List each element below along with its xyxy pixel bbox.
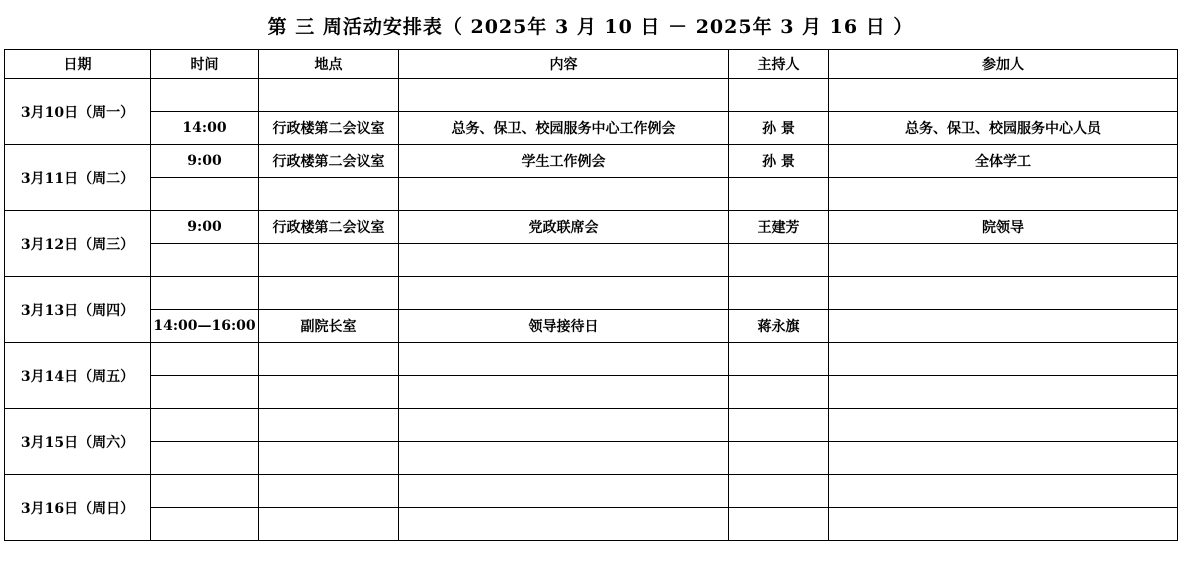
column-header-content: 内容 xyxy=(399,50,729,79)
participants-cell xyxy=(829,79,1178,112)
table-row xyxy=(5,508,1178,541)
participants-cell: 全体学工 xyxy=(829,145,1178,178)
date-cell: 3月10日（周一） xyxy=(5,79,151,145)
participants-cell xyxy=(829,508,1178,541)
table-row xyxy=(5,112,1178,145)
place-cell xyxy=(259,343,399,376)
table-body xyxy=(5,79,1178,541)
table-row xyxy=(5,244,1178,277)
date-cell: 3月16日（周日） xyxy=(5,475,151,541)
content-cell: 学生工作例会 xyxy=(399,145,729,178)
table-header xyxy=(5,50,1178,79)
time-cell xyxy=(151,376,259,409)
host-cell xyxy=(729,277,829,310)
time-cell xyxy=(151,277,259,310)
table-row xyxy=(5,277,1178,310)
participants-cell: 总务、保卫、校园服务中心人员 xyxy=(829,112,1178,145)
place-cell xyxy=(259,442,399,475)
host-cell xyxy=(729,343,829,376)
column-header-host: 主持人 xyxy=(729,50,829,79)
place-cell xyxy=(259,409,399,442)
content-cell xyxy=(399,343,729,376)
time-cell xyxy=(151,409,259,442)
place-cell xyxy=(259,376,399,409)
table-row xyxy=(5,211,1178,244)
date-cell: 3月12日（周三） xyxy=(5,211,151,277)
table-row xyxy=(5,409,1178,442)
time-cell xyxy=(151,79,259,112)
participants-cell xyxy=(829,376,1178,409)
host-cell xyxy=(729,442,829,475)
content-cell xyxy=(399,244,729,277)
time-cell xyxy=(151,508,259,541)
place-cell xyxy=(259,178,399,211)
column-header-participants: 参加人 xyxy=(829,50,1178,79)
place-cell: 行政楼第二会议室 xyxy=(259,112,399,145)
place-cell xyxy=(259,277,399,310)
table-row xyxy=(5,475,1178,508)
date-cell: 3月15日（周六） xyxy=(5,409,151,475)
host-cell xyxy=(729,79,829,112)
participants-cell xyxy=(829,310,1178,343)
host-cell xyxy=(729,508,829,541)
place-cell: 行政楼第二会议室 xyxy=(259,211,399,244)
time-cell: 9:00 xyxy=(151,145,259,178)
table-row xyxy=(5,145,1178,178)
content-cell: 总务、保卫、校园服务中心工作例会 xyxy=(399,112,729,145)
time-cell: 14:00 xyxy=(151,112,259,145)
participants-cell xyxy=(829,442,1178,475)
place-cell xyxy=(259,244,399,277)
content-cell xyxy=(399,442,729,475)
host-cell xyxy=(729,376,829,409)
column-header-time: 时间 xyxy=(151,50,259,79)
time-cell xyxy=(151,475,259,508)
participants-cell xyxy=(829,244,1178,277)
host-cell xyxy=(729,178,829,211)
table-row xyxy=(5,376,1178,409)
participants-cell xyxy=(829,475,1178,508)
place-cell: 副院长室 xyxy=(259,310,399,343)
participants-cell xyxy=(829,343,1178,376)
content-cell: 领导接待日 xyxy=(399,310,729,343)
host-cell: 孙 景 xyxy=(729,145,829,178)
time-cell: 14:00—16:00 xyxy=(151,310,259,343)
column-header-date: 日期 xyxy=(5,50,151,79)
column-header-place: 地点 xyxy=(259,50,399,79)
table-row xyxy=(5,79,1178,112)
place-cell xyxy=(259,508,399,541)
table-row xyxy=(5,343,1178,376)
participants-cell xyxy=(829,409,1178,442)
place-cell: 行政楼第二会议室 xyxy=(259,145,399,178)
schedule-table xyxy=(4,49,1178,541)
content-cell xyxy=(399,508,729,541)
content-cell xyxy=(399,178,729,211)
participants-cell: 院领导 xyxy=(829,211,1178,244)
table-row xyxy=(5,442,1178,475)
host-cell: 蒋永旗 xyxy=(729,310,829,343)
time-cell: 9:00 xyxy=(151,211,259,244)
time-cell xyxy=(151,343,259,376)
place-cell xyxy=(259,79,399,112)
date-cell: 3月14日（周五） xyxy=(5,343,151,409)
content-cell xyxy=(399,376,729,409)
content-cell xyxy=(399,79,729,112)
table-row xyxy=(5,310,1178,343)
place-cell xyxy=(259,475,399,508)
header-row xyxy=(5,50,1178,79)
host-cell xyxy=(729,244,829,277)
host-cell xyxy=(729,409,829,442)
host-cell: 王建芳 xyxy=(729,211,829,244)
date-cell: 3月11日（周二） xyxy=(5,145,151,211)
content-cell: 党政联席会 xyxy=(399,211,729,244)
time-cell xyxy=(151,178,259,211)
content-cell xyxy=(399,409,729,442)
host-cell xyxy=(729,475,829,508)
time-cell xyxy=(151,442,259,475)
host-cell: 孙 景 xyxy=(729,112,829,145)
table-row xyxy=(5,178,1178,211)
participants-cell xyxy=(829,277,1178,310)
participants-cell xyxy=(829,178,1178,211)
date-cell: 3月13日（周四） xyxy=(5,277,151,343)
content-cell xyxy=(399,475,729,508)
content-cell xyxy=(399,277,729,310)
page-title: 第 三 周活动安排表（ 2025年 3 月 10 日 － 2025年 3 月 16 日 ） xyxy=(267,16,914,38)
time-cell xyxy=(151,244,259,277)
